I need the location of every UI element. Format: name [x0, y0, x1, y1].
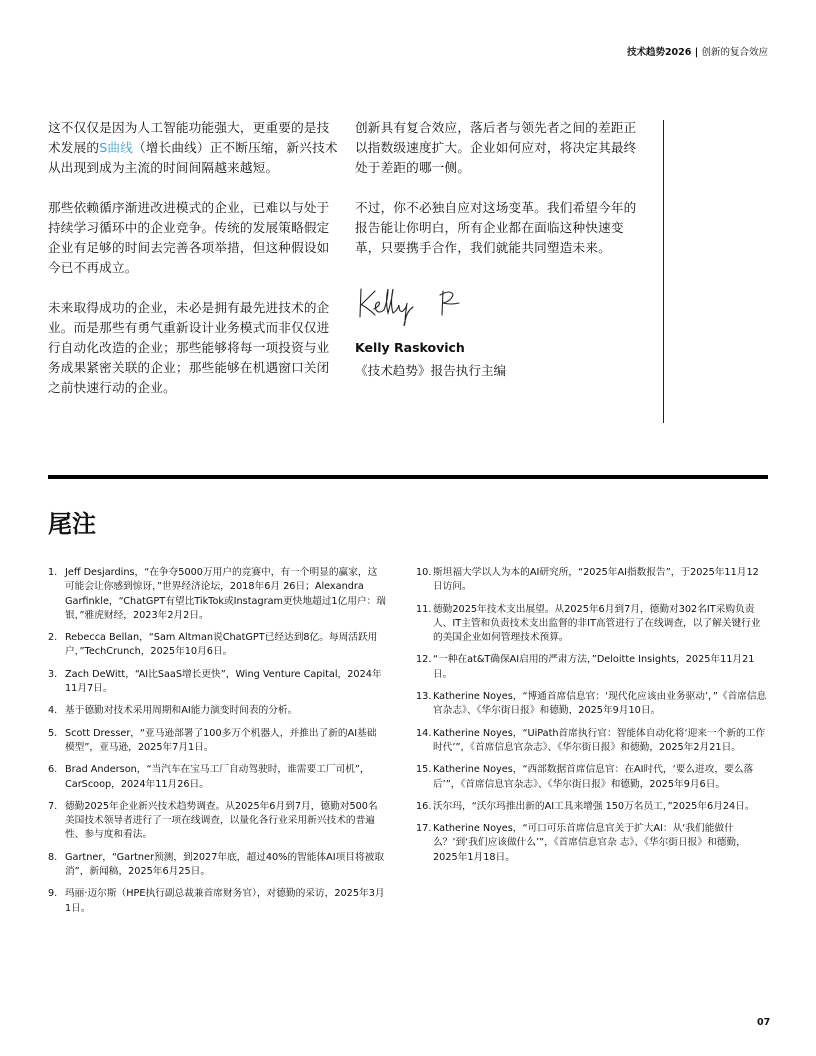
endnote-text: 基于德勤对技术采用周期和AI能力演变时间表的分析。: [65, 705, 298, 717]
endnote-number: 17.: [416, 823, 432, 835]
endnote-text: Katherine Noyes，“UiPath首席执行官：智能体自动化将‘迎来一个新的工作时代’”，《首席信息官杂志》、《华尔街日报》和德勤，2025年2月21日。: [433, 727, 766, 753]
paragraph: 创新具有复合效应，落后者与领先者之间的差距正以指数级速度扩大。企业如何应对，将决定其最终处于差距的哪一侧。: [355, 120, 637, 175]
endnote-number: 7.: [48, 800, 58, 812]
endnote-number: 3.: [48, 668, 58, 680]
endnote-text: Jeff Desjardins，“在争夺5000万用户的竞赛中，有一个明显的赢家，这可能会让你感到惊讶，”世界经济论坛，2018年6月 26日；Alexandra Garfinkle，“ChatGPT有望比TikTok或Instagram更快地超过1亿用户：瑞银，”雅虎财经，2023年2月2日。: [65, 567, 386, 621]
endnote-text: Katherine Noyes，“可口可乐首席信息官关于扩大AI：从‘我们能做什么？’到‘我们应该做什么’”，《首席信息官杂 志》、《华尔街日报》和德勤，2025年1月18日。: [433, 823, 746, 863]
paragraph: 不过，你不必独自应对这场变革。我们希望今年的报告能让你明白，所有企业都在面临这种快速变革，只要携手合作，我们就能共同塑造未来。: [355, 200, 637, 255]
endnote-number: 6.: [48, 764, 58, 776]
endnote-text: “一种在at&T确保AI启用的严肃方法，”Deloitte Insights，2025年11月21日。: [433, 654, 755, 680]
endnote-number: 5.: [48, 727, 58, 739]
endnote-text: Brad Anderson，“当汽车在宝马工厂自动驾驶时，谁需要工厂司机”，CarScoop，2024年11月26日。: [65, 764, 370, 790]
endnote-text: Scott Dresser，“亚马逊部署了100多万个机器人，并推出了新的AI基础模型”，亚马逊，2025年7月1日。: [65, 727, 377, 753]
endnotes-list-left: [48, 566, 386, 924]
endnote-item: [416, 653, 768, 682]
running-header: [627, 44, 768, 58]
endnote-number: 1.: [48, 567, 58, 578]
endnote-item: [48, 566, 386, 623]
endnote-item: [416, 566, 768, 595]
endnote-number: 2.: [48, 632, 58, 644]
endnote-item: [48, 851, 386, 880]
paragraph: 未来取得成功的企业，未必是拥有最先进技术的企业。而是那些有勇气重新设计业务模式而非仅仅进行自动化改造的企业；那些能够将每一项投资与业务成果紧密关联的企业；那些能够在机遇窗口关闭之前快速行动的企业。: [48, 300, 330, 395]
signatory-title: 《技术趋势》报告执行主编: [355, 363, 507, 378]
left-column: [48, 118, 340, 418]
endnotes-list-right: [416, 566, 768, 873]
endnote-item: [416, 603, 768, 646]
column-divider: [663, 120, 664, 423]
endnote-text: Gartner，“Gartner预测，到2027年底，超过40%的智能体AI项目将被取消”，新闻稿，2025年6月25日。: [65, 851, 385, 878]
endnote-number: 12.: [416, 654, 432, 666]
text: （增长曲线）正不断压缩，新兴技术从出现到成为主流的时间间隔越来越短。: [48, 140, 338, 175]
endnote-item: [416, 727, 768, 756]
endnote-item: [48, 800, 386, 843]
endnote-item: [416, 763, 768, 792]
endnote-number: 4.: [48, 705, 58, 717]
endnote-item: [416, 800, 768, 814]
signatory-name: Kelly Raskovich: [355, 340, 465, 355]
endnote-text: Rebecca Bellan，“Sam Altman说ChatGPT已经达到8亿。每周活跃用户，”TechCrunch，2025年10月6日。: [65, 632, 378, 658]
page-number: 07: [757, 1017, 771, 1028]
endnote-text: 斯坦福大学以人为本的AI研究所，“2025年AI指数报告”，于2025年11月12日访问。: [433, 567, 759, 593]
report-title: 技术趋势2026: [626, 47, 692, 58]
endnote-number: 10.: [416, 567, 432, 578]
endnote-text: Katherine Noyes，“西部数据首席信息官：在AI时代，‘要么进攻，要么落后’”，《首席信息官杂志》、《华尔街日报》和德勤，2025年9月6日。: [433, 764, 754, 790]
endnote-text: 德勤2025年技术支出展望。从2025年6月到7月，德勤对302名IT采购负责人、IT主管和负责技术支出监督的非IT高管进行了在线调查，以了解关键行业的美国企业如何管理技术预算。: [433, 603, 761, 644]
endnote-item: [416, 690, 768, 719]
endnote-text: Katherine Noyes，“博通首席信息官：‘现代化应该由业务驱动’，”《首席信息官杂志》、《华尔街日报》和德勤，2025年9月10日。: [433, 691, 767, 717]
section-title: 创新的复合效应: [701, 47, 768, 58]
endnote-item: [48, 763, 386, 792]
paragraph: 那些依赖循序渐进改进模式的企业，已难以与处于持续学习循环中的企业竞争。传统的发展策略假定企业有足够的时间去完善各项举措，但这种假设如今已不再成立。: [48, 200, 330, 275]
section-rule: [48, 475, 768, 479]
right-column: [355, 118, 647, 278]
endnote-number: 16.: [416, 800, 432, 812]
endnote-item: [48, 631, 386, 660]
endnote-text: Zach DeWitt，“AI比SaaS增长更快”，Wing Venture Capital，2024年11月7日。: [65, 668, 382, 695]
header-separator: |: [691, 47, 702, 58]
text: 这不仅仅是因为人工智能功能强大，更重要的是技术发展的: [48, 120, 330, 155]
endnote-item: [48, 727, 386, 756]
endnote-text: 德勤2025年企业新兴技术趋势调查。从2025年6月到7月，德勤对500名美国技术领导者进行了一项在线调查，以量化各行业采用新兴技术的普遍性、参与度和看法。: [65, 800, 378, 841]
endnote-text: 沃尔玛，“沃尔玛推出新的AI工具来增强 150万名员工，”2025年6月24日。: [433, 800, 755, 812]
endnote-item: [48, 887, 386, 916]
endnote-text: 玛丽·迈尔斯（HPE执行副总裁兼首席财务官），对德勤的采访，2025年3月1日。: [65, 888, 385, 914]
signature-image: [355, 283, 475, 333]
endnote-number: 13.: [416, 691, 432, 703]
endnote-item: [416, 822, 768, 865]
endnote-item: [48, 668, 386, 697]
endnote-number: 9.: [48, 888, 58, 900]
endnote-number: 11.: [416, 603, 432, 615]
endnote-number: 8.: [48, 851, 58, 863]
endnote-number: 15.: [416, 764, 432, 776]
paragraph: [48, 118, 340, 178]
endnote-item: [48, 704, 386, 718]
endnotes-heading: 尾注: [48, 510, 96, 538]
endnote-number: 14.: [416, 727, 432, 739]
s-curve-link[interactable]: S曲线: [99, 140, 133, 155]
